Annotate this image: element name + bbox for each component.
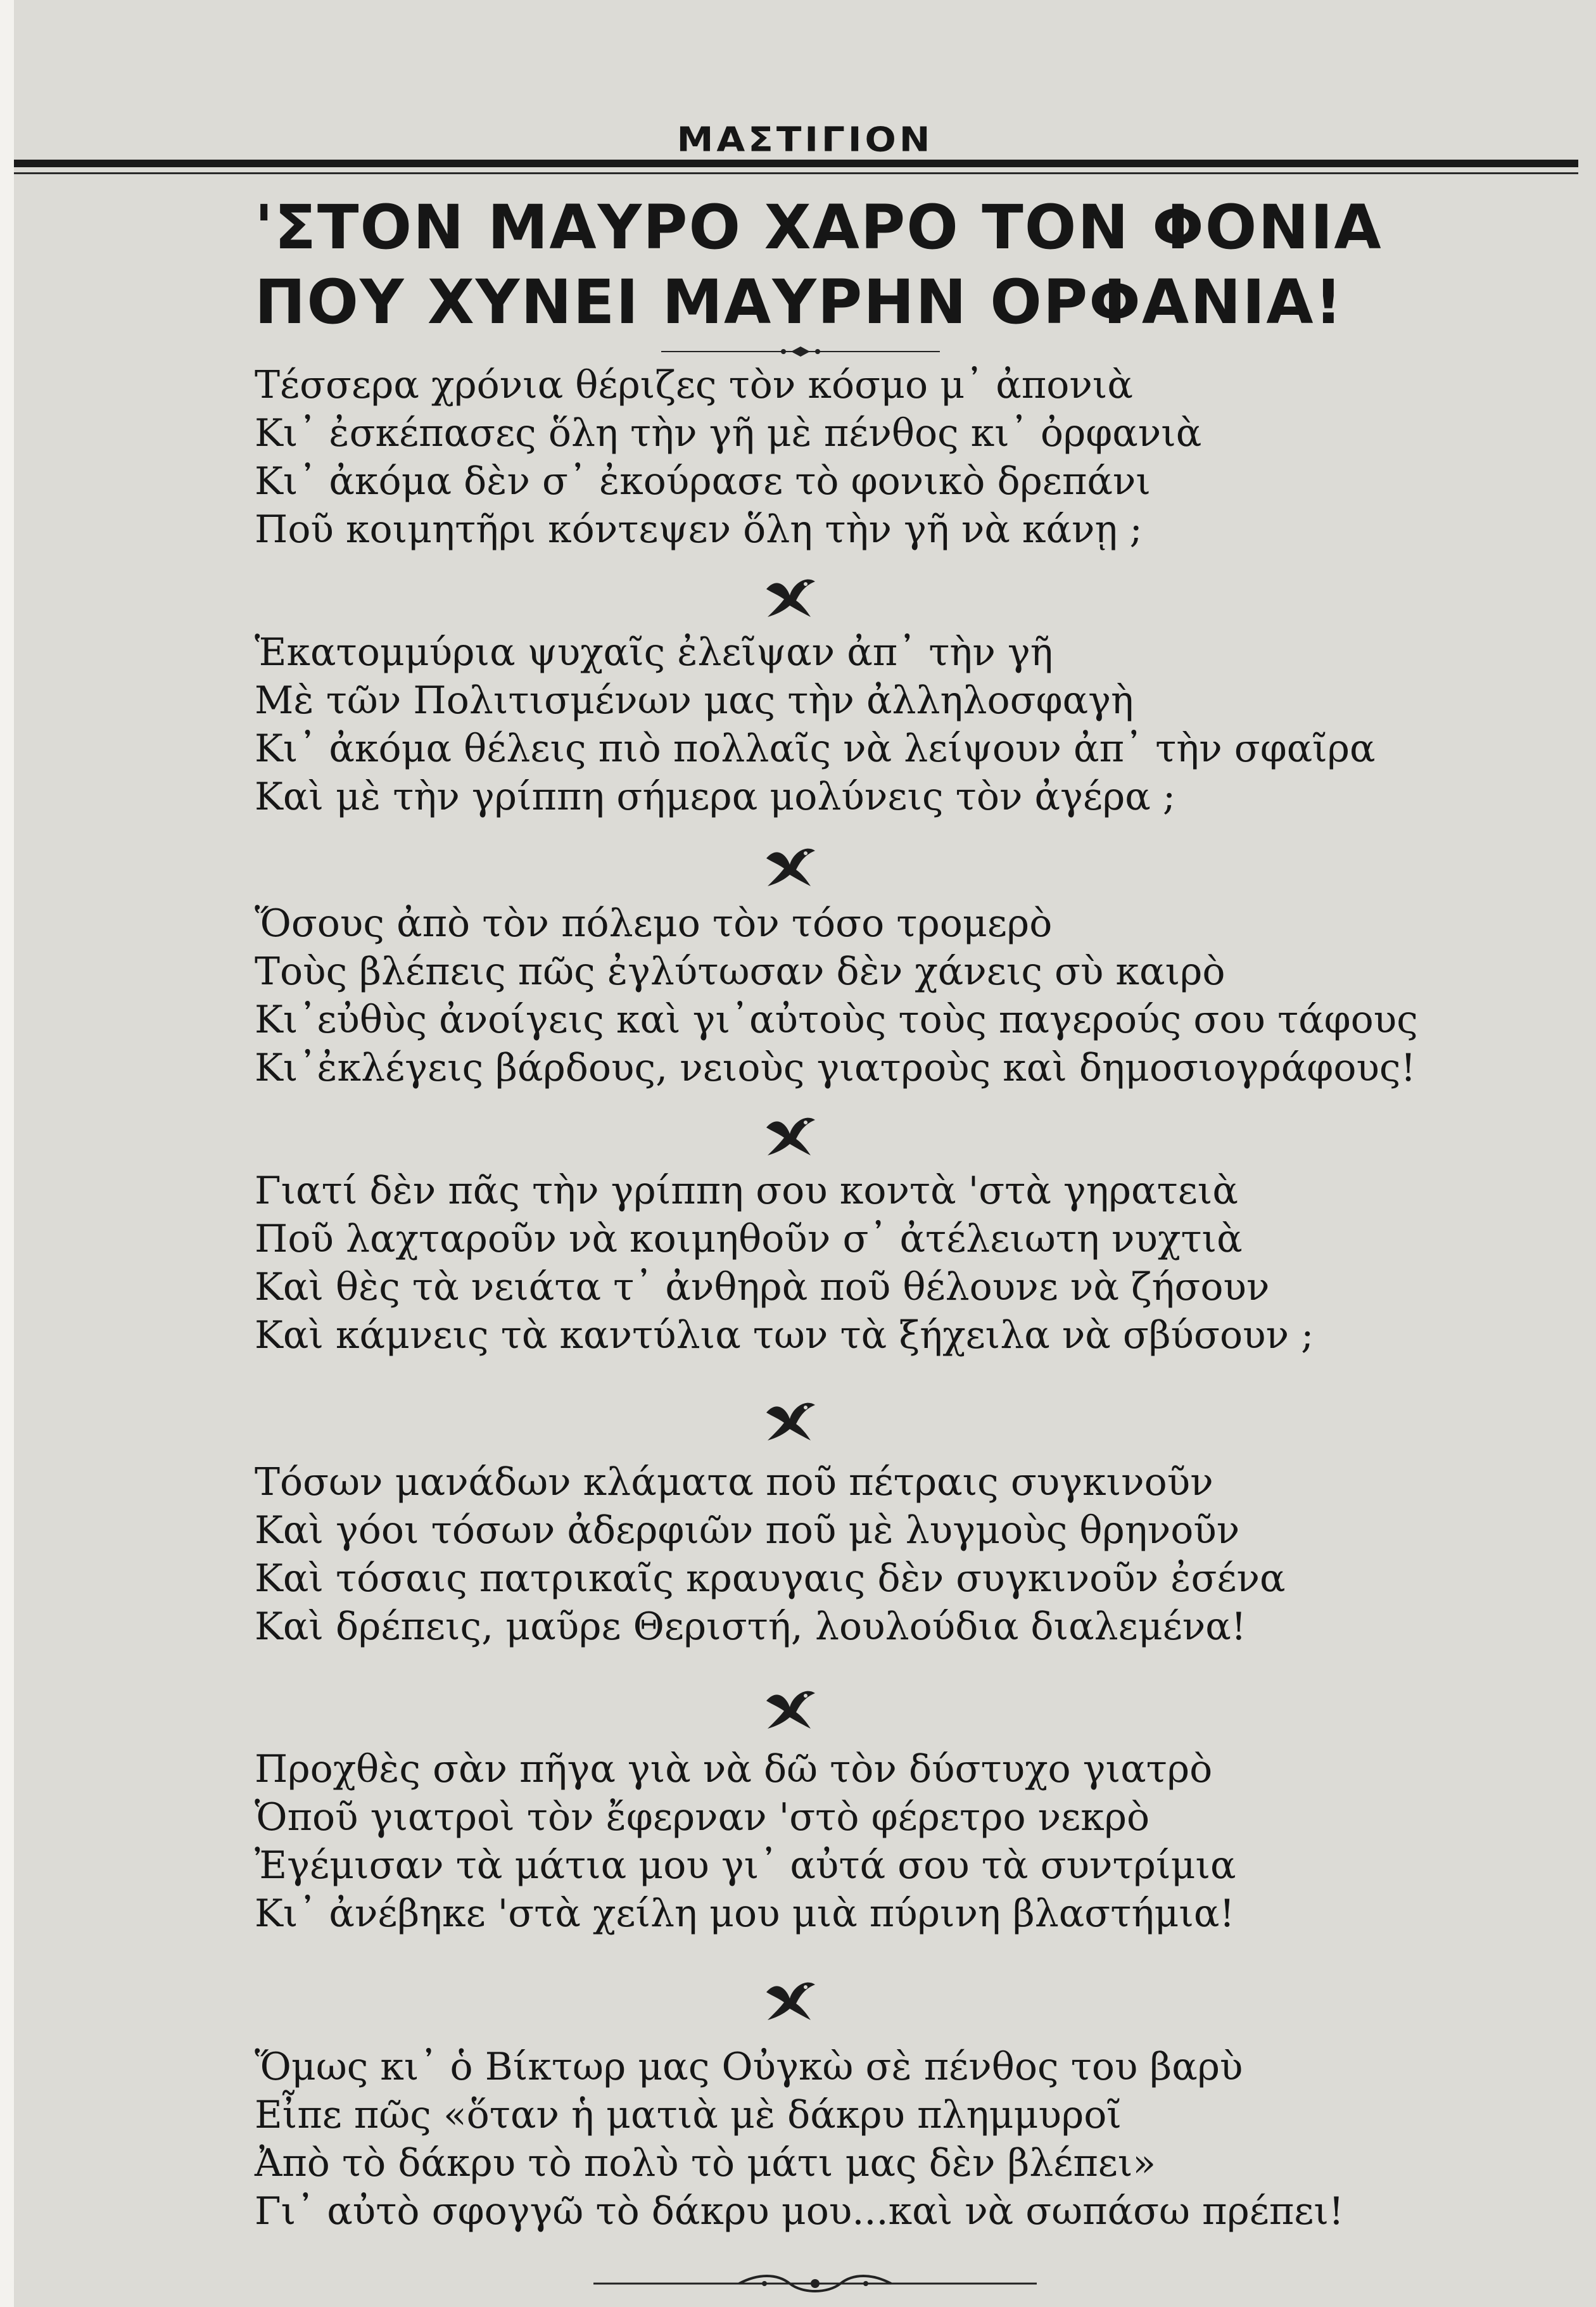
verse-line: Ποῦ κοιμητῆρι κόντεψεν ὅλη τὴν γῆ νὰ κάνῃ ; (255, 507, 1143, 552)
newspaper-page (14, 0, 1596, 2307)
verse-line: Τέσσερα χρόνια θέριζες τὸν κόσμο μ᾿ ἀπονιὰ (255, 363, 1133, 407)
stanza-1 (255, 361, 1426, 554)
verse-line: Καὶ κάμνεις τὰ καντύλια των τὰ ξήχειλα νὰ σβύσουν ; (255, 1313, 1314, 1357)
poem-title-line-1: 'ΣΤΟΝ ΜΑΥΡΟ ΧΑΡΟ ΤΟΝ ΦΟΝΙΑ (255, 192, 1383, 263)
verse-line: Κι᾿ἐκλέγεις βάρδους, νειοὺς γιατροὺς καὶ δημοσιογράφους! (255, 1046, 1416, 1090)
header-rule-thin (14, 172, 1578, 174)
verse-line: Κι᾿ ἐσκέπασες ὅλη τὴν γῆ μὲ πένθος κι᾿ ὀρφανιὰ (255, 411, 1202, 455)
verse-line: Κι᾿εὐθὺς ἀνοίγεις καὶ γι᾿αὐτοὺς τοὺς παγερούς σου τάφους (255, 998, 1418, 1042)
verse-line: Καὶ μὲ τὴν γρίππη σήμερα μολύνεις τὸν ἀγέρα ; (255, 775, 1176, 819)
verse-line: Μὲ τῶν Πολιτισμένων μας τὴν ἀλληλοσφαγὴ (255, 678, 1134, 723)
verse-line: Ὅμως κι᾿ ὁ Βίκτωρ μας Οὐγκὼ σὲ πένθος του βαρὺ (255, 2045, 1243, 2089)
verse-line: Προχθὲς σὰν πῆγα γιὰ νὰ δῶ τὸν δύστυχο γιατρὸ (255, 1747, 1213, 1791)
bird-ornament-icon (761, 570, 818, 621)
verse-line: Καὶ θὲς τὰ νειάτα τ᾿ ἀνθηρὰ ποῦ θέλουνε νὰ ζήσουν (255, 1265, 1270, 1309)
verse-line: Καὶ τόσαις πατρικαῖς κραυγαις δὲν συγκινοῦν ἐσένα (255, 1556, 1286, 1601)
stanza-5 (255, 1458, 1426, 1651)
verse-line: Ὅσους ἀπὸ τὸν πόλεμο τὸν τόσο τρομερὸ (255, 901, 1053, 946)
verse-line: Γι᾿ αὐτὸ σφογγῶ τὸ δάκρυ μου...καὶ νὰ σωπάσω πρέπει! (255, 2189, 1344, 2234)
verse-line: Κι᾿ ἀνέβηκε 'στὰ χείλη μου μιὰ πύρινη βλαστήμια! (255, 1891, 1235, 1936)
header-rule (14, 160, 1578, 167)
bird-ornament-icon (761, 839, 818, 890)
stanza-3 (255, 899, 1426, 1092)
stanza-6 (255, 1745, 1426, 1938)
masthead: ΜΑΣΤΙΓΙΟΝ (676, 119, 934, 160)
verse-line: Ἀπὸ τὸ δάκρυ τὸ πολὺ τὸ μάτι μας δὲν βλέπει» (255, 2141, 1156, 2185)
verse-line: Καὶ γόοι τόσων ἀδερφιῶν ποῦ μὲ λυγμοὺς θρηνοῦν (255, 1508, 1240, 1553)
verse-line: Κι᾿ ἀκόμα δὲν σ᾿ ἐκούρασε τὸ φονικὸ δρεπάνι (255, 459, 1151, 504)
poem-title-line-2: ΠΟΥ ΧΥΝΕΙ ΜΑΥΡΗΝ ΟΡΦΑΝΙΑ! (255, 267, 1344, 338)
stanza-4 (255, 1167, 1426, 1359)
verse-line: Τόσων μανάδων κλάματα ποῦ πέτραις συγκινοῦν (255, 1460, 1213, 1504)
verse-line: Ἐγέμισαν τὰ μάτια μου γι᾿ αὐτά σου τὰ συντρίμια (255, 1843, 1236, 1888)
stanza-7 (255, 2043, 1426, 2235)
poem-title (255, 190, 1395, 340)
verse-line: Καὶ δρέπεις, μαῦρε Θεριστή, λουλούδια διαλεμένα! (255, 1605, 1246, 1649)
verse-line: Ποῦ λαχταροῦν νὰ κοιμηθοῦν σ᾿ ἀτέλειωτη νυχτιὰ (255, 1217, 1243, 1261)
bird-ornament-icon (761, 1109, 818, 1159)
page-edge (0, 0, 14, 2307)
verse-line: Εἶπε πῶς «ὅταν ἡ ματιὰ μὲ δάκρυ πλημμυροῖ (255, 2093, 1122, 2137)
title-separator-ornament (661, 345, 940, 358)
stanza-2 (255, 628, 1426, 821)
bird-ornament-icon (761, 1394, 818, 1444)
verse-line: Κι᾿ ἀκόμα θέλεις πιὸ πολλαῖς νὰ λείψουν ἀπ᾿ τὴν σφαῖρα (255, 727, 1376, 771)
bird-ornament-icon (761, 1682, 818, 1732)
verse-line: Ἑκατομμύρια ψυχαῖς ἐλεῖψαν ἀπ᾿ τὴν γῆ (255, 630, 1053, 675)
end-ornament (593, 2271, 1037, 2296)
verse-line: Γιατί δὲν πᾶς τὴν γρίππη σου κοντὰ 'στὰ γηρατειὰ (255, 1169, 1238, 1213)
verse-line: Τοὺς βλέπεις πῶς ἐγλύτωσαν δὲν χάνεις σὺ καιρὸ (255, 950, 1226, 994)
bird-ornament-icon (761, 1973, 818, 2024)
verse-line: Ὁποῦ γιατροὶ τὸν ἔφερναν 'στὸ φέρετρο νεκρὸ (255, 1795, 1150, 1840)
